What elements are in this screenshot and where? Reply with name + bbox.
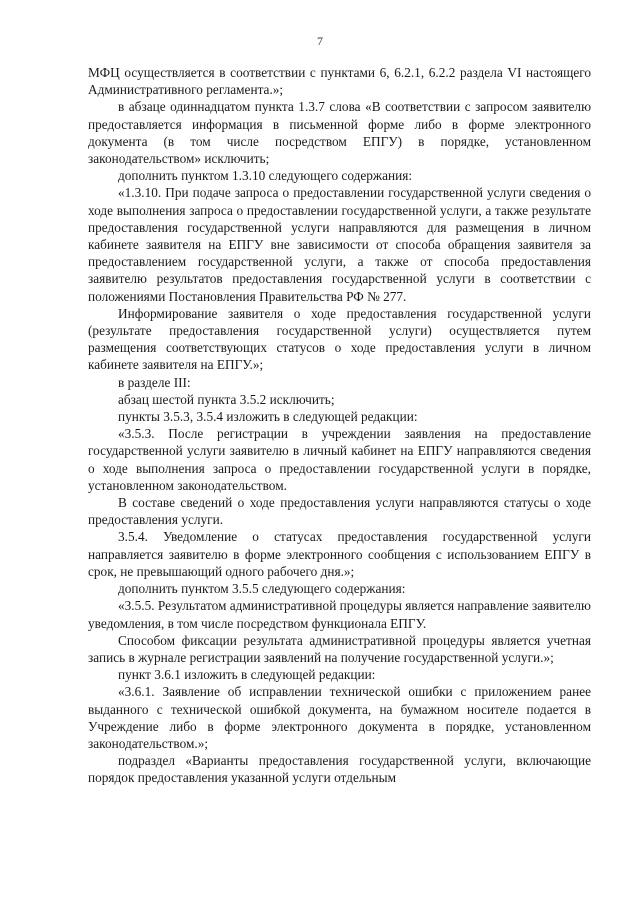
paragraph: абзац шестой пункта 3.5.2 исключить; <box>118 391 335 407</box>
paragraph: в абзаце одиннадцатом пункта 1.3.7 слова «В соответствии с запросом заявителю предоставляется информация в письменной форме либо в форме электронного документа (в том числе посредством ЕПГУ) в порядке, установленном законодательством» исключить; <box>88 99 591 167</box>
paragraph: дополнить пунктом 3.5.5 следующего содержания: <box>118 581 406 597</box>
paragraph: в разделе III: <box>118 374 191 390</box>
paragraph: «3.6.1. Заявление об исправлении технической ошибки с приложением ранее выданного с технической ошибкой документа, на бумажном носителе подается в Учреждение либо в форме электронного документа в порядке, установленном законодательством.»; <box>88 684 591 751</box>
paragraph: пункты 3.5.3, 3.5.4 изложить в следующей редакции: <box>118 409 418 425</box>
document-body <box>88 64 591 787</box>
paragraph: МФЦ осуществляется в соответствии с пунктами 6, 6.2.1, 6.2.2 раздела VI настоящего Административного регламента.»; <box>88 65 591 98</box>
paragraph: «3.5.3. После регистрации в учреждении заявления на предоставление государственной услуги заявителю в личный кабинет на ЕПГУ направляются сведения о ходе выполнения запроса о предоставлении государственной услуги в порядке, установленном законодательством. <box>88 426 591 493</box>
paragraph: дополнить пунктом 1.3.10 следующего содержания: <box>118 168 413 184</box>
paragraph: пункт 3.6.1 изложить в следующей редакции: <box>118 667 376 683</box>
paragraph: 3.5.4. Уведомление о статусах предоставления государственной услуги направляется заявителю в форме электронного сообщения с использованием ЕПГУ в срок, не превышающий одного рабочего дня.»; <box>88 529 591 579</box>
paragraph: Способом фиксации результата административной процедуры является учетная запись в журнале регистрации заявлений на получение государственной услуги.»; <box>88 632 591 665</box>
paragraph: В составе сведений о ходе предоставления услуги направляются статусы о ходе предоставления услуги. <box>88 495 591 528</box>
paragraph: подраздел «Варианты предоставления государственной услуги, включающие порядок предоставления указанной услуги отдельным <box>88 753 591 786</box>
paragraph: «3.5.5. Результатом административной процедуры является направление заявителю уведомления, в том числе посредством функционала ЕПГУ. <box>88 598 591 631</box>
paragraph: «1.3.10. При подаче запроса о предоставлении государственной услуги сведения о ходе выполнения запроса о предоставлении государственной услуги, а также результате предоставления государственной услуги направляются для размещения в личном кабинете заявителя на ЕПГУ вне зависимости от способа обращения заявителя за предоставлением государственной услуги, а также от способа предоставления заявителю результатов предоставления государственной услуги в соответствии с положениями Постановления Правительства РФ № 277. <box>88 185 591 304</box>
page-number: 7 <box>317 34 323 48</box>
paragraph: Информирование заявителя о ходе предоставления государственной услуги (результате предоставления государственной услуги) осуществляется путем размещения соответствующих статусов о ходе предоставления услуги в личном кабинете заявителя на ЕПГУ.»; <box>88 305 591 373</box>
